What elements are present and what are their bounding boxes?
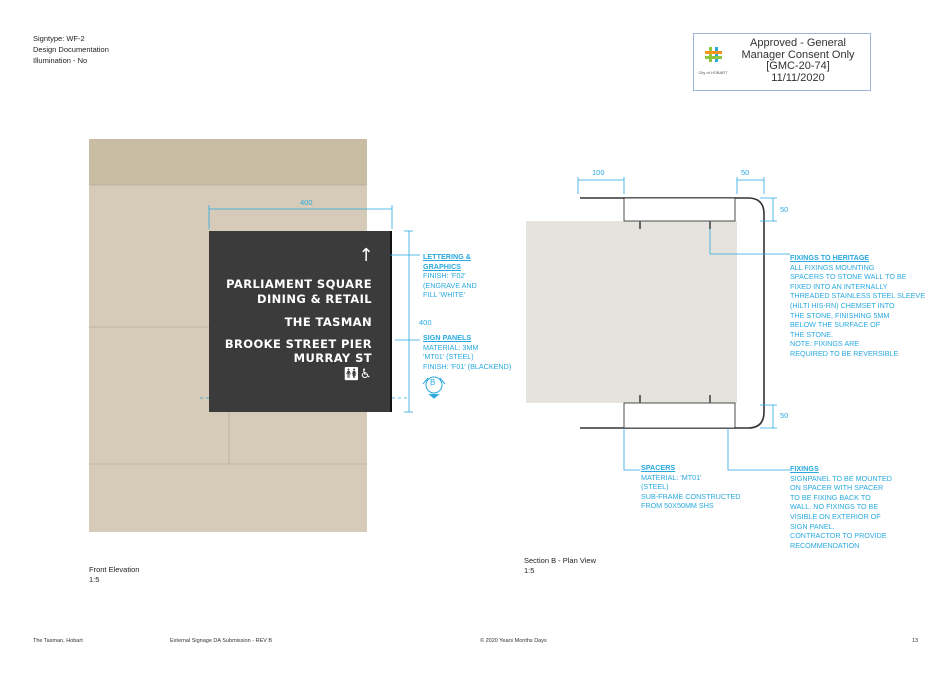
dim-plan-right-top: 50 (780, 205, 789, 214)
note-fixings (790, 464, 892, 550)
toilets-accessible-icon: 🚻︎♿︎ (343, 367, 372, 382)
illumination-label: Illumination - No (33, 56, 88, 65)
stamp-line: Approved - General (750, 37, 846, 49)
note-line: RECOMMENDATION (790, 540, 860, 550)
caption-scale: 1:5 (89, 575, 100, 584)
section-caption (524, 556, 596, 576)
footer-submission: External Signage DA Submission - REV B (170, 638, 273, 644)
sign-line-tasman: THE TASMAN (284, 315, 372, 329)
spacer-bottom (624, 403, 735, 428)
signtype-label: Signtype: WF-2 (33, 34, 85, 43)
note-line: FINISH: 'F02' (423, 271, 466, 281)
spacer-top (624, 198, 735, 221)
sign-line-dining: DINING & RETAIL (257, 292, 372, 306)
wall-section (526, 221, 737, 403)
sign-line-pier: BROOKE STREET PIER (224, 337, 372, 351)
note-sign-panels (423, 333, 511, 371)
note-title: GRAPHICS (423, 261, 461, 271)
note-line: ALL FIXINGS MOUNTING (790, 262, 875, 272)
note-title: LETTERING & (423, 252, 471, 261)
note-line: SPACERS TO STONE WALL TO BE (790, 272, 907, 282)
sign-line-parliament: PARLIAMENT SQUARE (226, 277, 372, 291)
stone-coping (89, 139, 367, 185)
note-line: BELOW THE SURFACE OF (790, 320, 881, 330)
city-logo-text: City of HOBART (698, 70, 728, 75)
note-title: FIXINGS (790, 464, 819, 473)
note-spacers (641, 463, 740, 511)
note-line: SIGN PANEL. (790, 521, 835, 531)
stamp-line: 11/11/2020 (771, 71, 825, 84)
note-line: ON SPACER WITH SPACER (790, 483, 884, 493)
stamp-line: Manager Consent Only (741, 48, 855, 61)
note-line: MATERIAL: 3MM (423, 342, 479, 352)
sign-panel-edge (390, 231, 392, 412)
note-line: SIGNPANEL TO BE MOUNTED (790, 473, 892, 483)
dim-plan-left: 100 (592, 168, 605, 177)
note-line: MATERIAL: 'MT01' (641, 472, 702, 482)
arrow-up-icon: ↑ (358, 245, 374, 266)
note-line: FINISH: 'F01' (BLACKEND) (423, 361, 512, 371)
note-line: (HILTI HIS-RN) CHEMSET INTO (790, 300, 895, 310)
note-line: FILL 'WHITE' (423, 290, 466, 300)
note-line: FIXED INTO AN INTERNALLY (790, 281, 888, 291)
note-line: REQUIRED TO BE REVERSIBLE (790, 348, 899, 358)
note-line: THE STONE, FINISHING 5MM (790, 310, 890, 320)
caption-scale: 1:5 (524, 566, 535, 575)
footer-copyright: © 2020 Years Months Days (480, 638, 547, 644)
note-line: VISIBLE ON EXTERIOR OF (790, 511, 881, 521)
note-line: THE STONE. (790, 329, 833, 339)
note-title: SPACERS (641, 463, 676, 472)
dim-front-width: 400 (300, 198, 313, 207)
note-line: (ENGRAVE AND (423, 280, 477, 290)
note-title: FIXINGS TO HERITAGE (790, 253, 870, 262)
dim-plan-top: 50 (741, 168, 750, 177)
note-fixings-heritage (790, 253, 925, 359)
note-line: WALL. NO FIXINGS TO BE (790, 502, 879, 512)
note-line: SUB-FRAME CONSTRUCTED (641, 491, 741, 501)
note-line: TO BE FIXING BACK TO (790, 492, 871, 502)
note-line: THREADED STAINLESS STEEL SLEEVE (790, 291, 926, 301)
documentation-label: Design Documentation (33, 45, 109, 54)
note-title: SIGN PANELS (423, 333, 472, 342)
caption-title: Front Elevation (89, 565, 140, 574)
footer-page-number: 13 (912, 638, 919, 644)
section-marker-label: B (430, 378, 436, 387)
note-line: CONTRACTOR TO PROVIDE (790, 531, 887, 541)
note-line: (STEEL) (641, 482, 669, 492)
caption-title: Section B - Plan View (524, 556, 596, 565)
note-line: FROM 50X50MM SHS (641, 501, 714, 511)
stamp-line: [GMC-20-74] (766, 60, 830, 72)
sign-panel (209, 231, 390, 412)
dim-front-height: 400 (419, 318, 432, 327)
note-line: NOTE: FIXINGS ARE (790, 339, 860, 349)
note-line: 'MT01' (STEEL) (423, 352, 474, 362)
footer-project: The Tasman, Hobart (33, 638, 83, 644)
dim-plan-right-bottom: 50 (780, 411, 789, 420)
front-elevation-caption (89, 565, 139, 585)
sign-line-murray: MURRAY ST (293, 351, 372, 365)
note-lettering (423, 252, 477, 300)
